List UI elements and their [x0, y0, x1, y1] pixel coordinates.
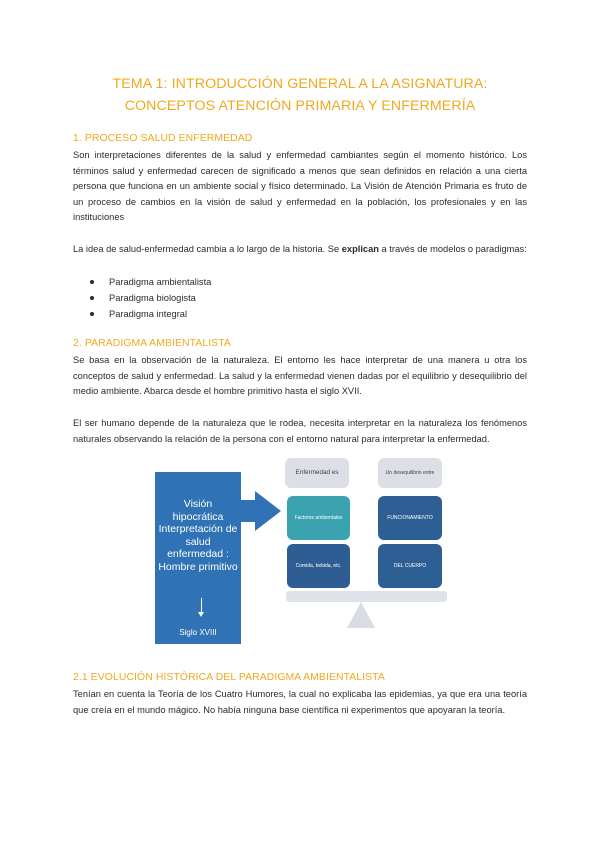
section-2-paragraph-2: El ser humano depende de la naturaleza que le rodea, necesita interpretar en la naturaleza los fenómenos naturales observando la relación de la persona con el entorno natural para interpretar la enfermedad. — [73, 418, 527, 444]
box-comida-bebida: Comida, bebida, etc. — [287, 544, 350, 588]
box-factores-ambientales: Factores ambientales — [287, 496, 350, 540]
right-arrow-shaft — [241, 500, 255, 522]
title-line-1: TEMA 1: INTRODUCCIÓN GENERAL A LA ASIGNATURA: — [112, 76, 488, 92]
section-2-1-paragraph-1: Tenían en cuenta la Teoría de los Cuatro Humores, la cual no explicaba las epidemias, ya que era una teoría que creía en el mundo mágico. No había ninguna base científica ni experimentos que apoyaran la teoría. — [73, 689, 527, 715]
section-1-paragraph-2 — [73, 242, 527, 258]
section-1-heading: 1. PROCESO SALUD ENFERMEDAD — [73, 133, 253, 144]
section-2-heading: 2. PARADIGMA AMBIENTALISTA — [73, 338, 231, 349]
para2-bold: explican — [341, 244, 379, 254]
balance-fulcrum — [347, 602, 375, 628]
list-item: Paradigma ambientalista — [73, 274, 211, 290]
century-label: Siglo XVIII — [179, 628, 217, 637]
title-line-2: CONCEPTOS ATENCIÓN PRIMARIA Y ENFERMERÍA — [124, 98, 476, 114]
balance-beam — [286, 591, 447, 602]
box-funcionamiento: FUNCIONAMIENTO — [378, 496, 442, 540]
box-desequilibrio: Un desequilibrio entre — [378, 458, 442, 488]
section-2-1-heading: 2.1 EVOLUCIÓN HISTÓRICA DEL PARADIGMA AMBIENTALISTA — [73, 672, 385, 683]
section-1-paragraph-1: Son interpretaciones diferentes de la salud y enfermedad cambiantes según el momento histórico. Los términos salud y enfermedad carecen de significado a menos que sean definidos en relación a una cierta persona que funciona en un ambiente social y físico determinado. La Visión de Atención Primaria es fruto de un proceso de cambios en la visión de salud y enfermedad en la población, los profesionales y en las instituciones — [73, 150, 527, 223]
box-enfermedad-es: Enfermedad es — [285, 458, 349, 488]
balance-diagram — [152, 458, 452, 648]
list-item: Paradigma biologista — [73, 290, 211, 306]
right-arrow-icon — [255, 491, 281, 531]
down-arrow-icon — [198, 612, 204, 617]
section-2-paragraph-1: Se basa en la observación de la naturaleza. El entorno les hace interpretar de una manera u otra los conceptos de salud y enfermedad. La salud y la enfermedad vienen dadas por el equilibrio y desequilibrio del medio ambiente. Abarca desde el hombre primitivo hasta el siglo XVII. — [73, 355, 527, 397]
list-item: Paradigma integral — [73, 306, 211, 322]
hippocratic-vision-text: Visión hipocrática Interpretación de salud enfermedad : Hombre primitivo — [158, 498, 238, 573]
para2-text-a: La idea de salud-enfermedad cambia a lo largo de la historia. Se — [73, 244, 342, 254]
para2-text-b: a través de modelos o paradigmas: — [378, 244, 527, 254]
document-title — [40, 73, 560, 117]
paradigm-list — [73, 274, 211, 322]
box-del-cuerpo: DEL CUERPO — [378, 544, 442, 588]
